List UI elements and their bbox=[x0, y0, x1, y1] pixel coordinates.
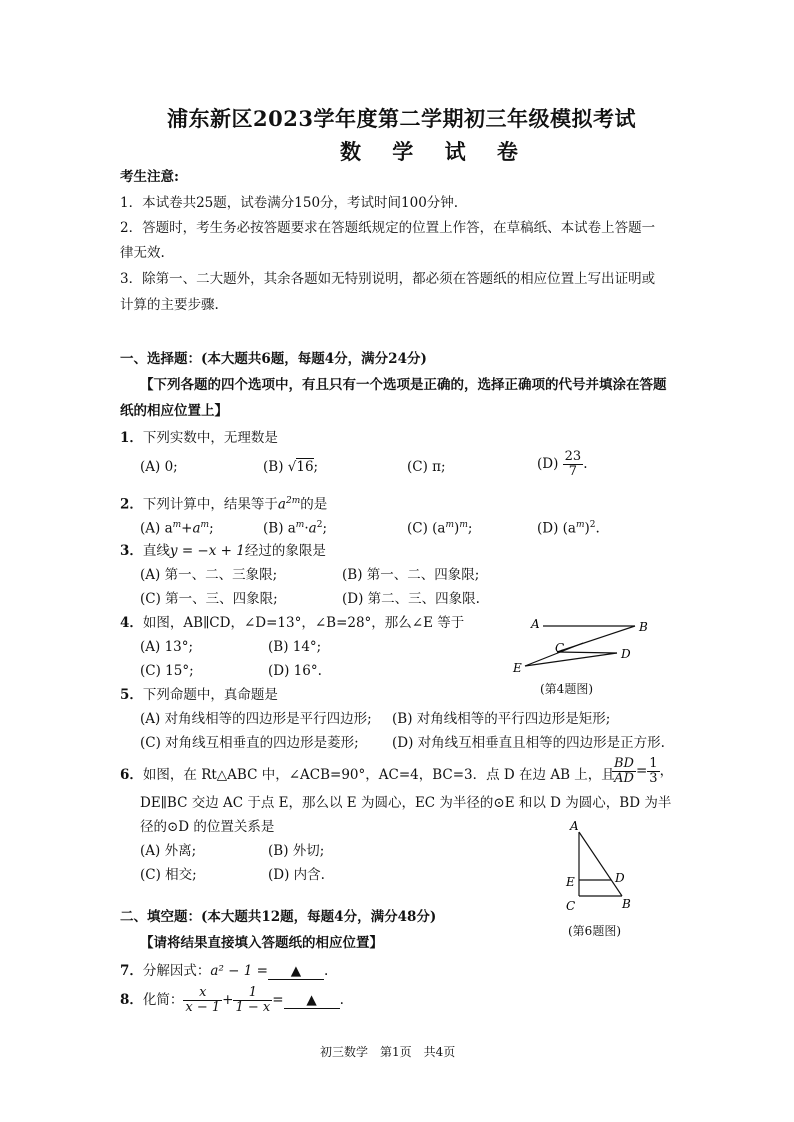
q6-eq: = bbox=[635, 763, 648, 779]
side-ab bbox=[579, 832, 622, 896]
q1-b-suffix: ; bbox=[313, 459, 319, 475]
q6-frac2-den: 3 bbox=[649, 771, 658, 786]
q3-number: 3． bbox=[120, 543, 143, 559]
q2-text-prefix: 下列计算中，结果等于 bbox=[142, 496, 278, 513]
q6-frac1-den: AD bbox=[614, 771, 634, 786]
q8-frac2-num: 1 bbox=[233, 986, 272, 1001]
q4-number: 4． bbox=[120, 615, 143, 631]
sqrt-icon: √ bbox=[287, 459, 297, 475]
label-c: C bbox=[555, 641, 565, 655]
label-c: C bbox=[566, 899, 576, 913]
q8-eq: = bbox=[272, 992, 284, 1008]
q4-text: 如图，AB∥CD，∠D=13°，∠B=28°，那么∠E 等于 bbox=[142, 615, 465, 631]
q6-frac2 bbox=[647, 757, 659, 786]
q6-stem-line3: 径的⊙D 的位置关系是 bbox=[140, 819, 275, 835]
triangle-icon: ▲ bbox=[306, 992, 317, 1008]
q1-option-c: (C) π; bbox=[407, 459, 446, 475]
q6-frac1-num: BD bbox=[614, 756, 634, 771]
q2-d-text: (D) (a bbox=[537, 520, 576, 537]
section2-instruction: 【请将结果直接填入答题纸的相应位置】 bbox=[140, 935, 383, 951]
q1-d-suffix: . bbox=[583, 456, 588, 472]
q6-number: 6． bbox=[120, 767, 143, 783]
q6-ratio bbox=[612, 757, 673, 786]
section1-instruction-1: 【下列各题的四个选项中，有且只有一个选项是正确的，选择正确项的代号并填涂在答题 bbox=[140, 377, 667, 393]
q5-option-a: (A) 对角线相等的四边形是平行四边形; bbox=[140, 711, 372, 727]
section2-heading: 二、填空题：(本大题共12题，每题4分，满分48分) bbox=[120, 909, 437, 925]
q1-d-fraction bbox=[563, 450, 584, 479]
q2-number: 2． bbox=[120, 496, 143, 513]
q8-frac1-num: x bbox=[183, 986, 222, 1001]
q3-expr: y = −x + 1 bbox=[169, 543, 245, 559]
q1-stem bbox=[120, 429, 278, 447]
q2-option-c: (C) $(a^m)^m$; bbox=[407, 520, 473, 537]
label-b: B bbox=[639, 620, 648, 634]
q6-option-a: (A) 外离; bbox=[140, 843, 197, 859]
q2-option-a: (A) $a^m+a^m$; bbox=[140, 520, 214, 537]
q5-option-c: (C) 对角线互相垂直的四边形是菱形; bbox=[140, 735, 359, 751]
q8-answer-blank bbox=[284, 992, 340, 1009]
q3-option-b: (B) 第一、二、四象限; bbox=[342, 567, 480, 583]
q1-text: 下列实数中，无理数是 bbox=[142, 430, 278, 446]
notice-item-2: 2．答题时，考生务必按答题要求在答题纸规定的位置上作答，在草稿纸、本试卷上答题一 bbox=[120, 220, 656, 236]
q1-option-a: (A) 0; bbox=[140, 459, 178, 475]
q7-answer-blank bbox=[268, 963, 324, 980]
q6-caption: (第6题图) bbox=[568, 924, 621, 938]
q6-option-d: (D) 内含. bbox=[268, 867, 325, 883]
q8-frac1-den: x − 1 bbox=[185, 1000, 221, 1015]
notice-item-1: 1．本试卷共25题，试卷满分150分，考试时间100分钟. bbox=[120, 195, 459, 211]
q3-option-a: (A) 第一、二、三象限; bbox=[140, 567, 278, 583]
q4-figure bbox=[505, 612, 665, 684]
page-footer: 初三数学 第1页 共4页 bbox=[320, 1045, 456, 1059]
q5-option-d: (D) 对角线互相垂直且相等的四边形是正方形. bbox=[392, 735, 665, 751]
q3-stem bbox=[120, 542, 326, 560]
q6-stem-line2: DE∥BC 交边 AC 于点 E，那么以 E 为圆心，EC 为半径的⊙E 和以 D 为圆心，BD 为半 bbox=[140, 795, 672, 811]
q1-d-num: 23 bbox=[564, 449, 582, 464]
q2-option-b: (B) $a^m\cdot a^2$; bbox=[263, 520, 327, 537]
q8-number: 8． bbox=[120, 992, 143, 1008]
notice-item-2-cont: 律无效. bbox=[120, 245, 165, 261]
q7-expr: a² − 1 = bbox=[210, 963, 268, 979]
q1-d-den: 7 bbox=[568, 464, 578, 479]
q2-a-text: (A) a bbox=[140, 520, 173, 537]
notice-item-3: 3．除第一、二大题外，其余各题如无特别说明，都必须在答题纸的相应位置上写出证明或 bbox=[120, 271, 656, 287]
q7-line bbox=[120, 962, 328, 980]
q3-text-suffix: 经过的象限是 bbox=[244, 543, 326, 559]
label-d: D bbox=[615, 871, 625, 885]
q8-frac2 bbox=[233, 986, 272, 1015]
q6-frac2-num: 1 bbox=[649, 756, 658, 771]
line-ec bbox=[525, 643, 583, 666]
q6-text-1: 如图，在 Rt△ABC 中，∠ACB=90°，AC=4，BC=3．点 D 在边 AB 上，且 bbox=[142, 767, 615, 783]
q4-option-b: (B) 14°; bbox=[268, 639, 322, 655]
q1-b-label: (B) bbox=[263, 459, 288, 475]
line-de bbox=[525, 653, 617, 666]
triangle-icon: ▲ bbox=[290, 963, 302, 979]
q1-b-radicand: 16 bbox=[296, 459, 314, 475]
q1-option-b bbox=[263, 458, 318, 476]
page-subtitle: 数 学 试 卷 bbox=[340, 139, 530, 164]
q7-text: 分解因式： bbox=[142, 963, 211, 979]
q2-c-text: (C) (a bbox=[407, 520, 446, 537]
q4-caption: (第4题图) bbox=[540, 682, 593, 696]
label-d: D bbox=[621, 647, 631, 661]
q7-number: 7． bbox=[120, 963, 143, 979]
q5-number: 5． bbox=[120, 687, 143, 703]
label-a: A bbox=[570, 819, 579, 833]
label-e: E bbox=[513, 661, 522, 675]
q8-suffix: . bbox=[339, 992, 344, 1008]
notice-heading: 考生注意: bbox=[120, 169, 179, 185]
q8-text: 化简： bbox=[142, 992, 184, 1008]
q4-stem bbox=[120, 614, 464, 632]
q2-stem bbox=[120, 492, 327, 514]
q5-text: 下列命题中，真命题是 bbox=[142, 687, 278, 703]
label-e: E bbox=[566, 875, 575, 889]
section1-instruction-2: 纸的相应位置上】 bbox=[120, 403, 228, 419]
q5-stem bbox=[120, 686, 278, 704]
q1-d-label: (D) bbox=[537, 456, 563, 472]
q6-stem-line1 bbox=[120, 766, 615, 784]
line-cd bbox=[557, 652, 617, 653]
section1-heading: 一、选择题：(本大题共6题，每题4分，满分24分) bbox=[120, 351, 427, 367]
q1-option-d bbox=[537, 450, 588, 479]
q7-suffix: . bbox=[323, 963, 329, 979]
q4-option-d: (D) 16°. bbox=[268, 663, 322, 679]
q8-line bbox=[120, 986, 344, 1015]
notice-item-3-cont: 计算的主要步骤. bbox=[120, 297, 219, 313]
q2-expr-exp: 2m bbox=[285, 496, 301, 506]
q3-option-d: (D) 第二、三、四象限. bbox=[342, 591, 480, 607]
q8-plus: + bbox=[222, 992, 234, 1008]
q6-option-c: (C) 相交; bbox=[140, 867, 197, 883]
q6-comma: ， bbox=[659, 763, 674, 779]
q3-text-prefix: 直线 bbox=[142, 543, 170, 559]
q3-option-c: (C) 第一、三、四象限; bbox=[140, 591, 278, 607]
q4-option-c: (C) 15°; bbox=[140, 663, 194, 679]
q8-frac2-den: 1 − x bbox=[235, 1000, 271, 1015]
q5-option-b: (B) 对角线相等的平行四边形是矩形; bbox=[392, 711, 611, 727]
label-b: B bbox=[622, 897, 631, 911]
q2-option-d: (D) $(a^m)^2$. bbox=[537, 520, 600, 537]
q6-figure bbox=[560, 814, 650, 914]
q6-frac1 bbox=[612, 757, 636, 786]
q4-option-a: (A) 13°; bbox=[140, 639, 194, 655]
q8-frac1 bbox=[183, 986, 222, 1015]
q2-text-suffix: 的是 bbox=[300, 496, 328, 513]
page-title: 浦东新区2023学年度第二学期初三年级模拟考试 bbox=[167, 106, 636, 131]
q6-option-b: (B) 外切; bbox=[268, 843, 325, 859]
q2-expr-base: a bbox=[277, 496, 286, 513]
q2-b-text: (B) a bbox=[263, 520, 296, 537]
q1-number: 1． bbox=[120, 430, 143, 446]
label-a: A bbox=[531, 617, 540, 631]
